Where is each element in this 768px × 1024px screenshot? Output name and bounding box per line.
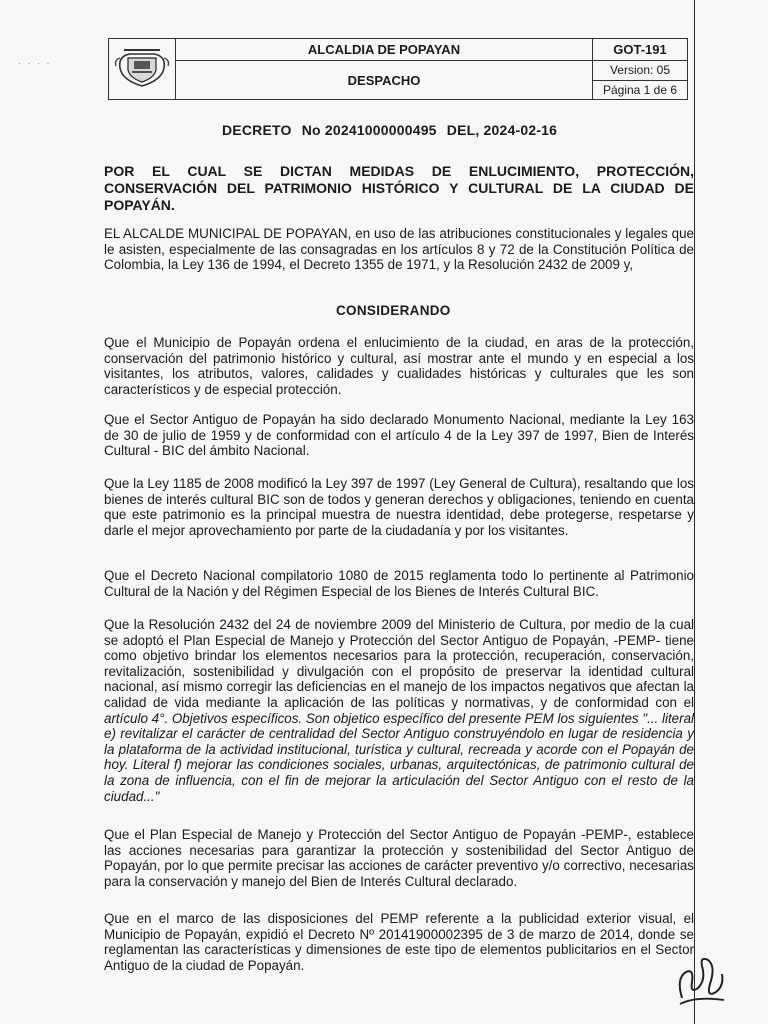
handwritten-initials-icon <box>672 938 732 1018</box>
scan-artifact: · · · · <box>18 58 52 68</box>
considerando-paragraph-7: Que en el marco de las disposiciones del PEMP referente a la publicidad exterior visual, el Municipio de Popayán, expidió el Decreto Nº 20141900002395 de 3 de marzo de 2014, donde se reglamentan las características y dimensiones de este tipo de elementos publicitarios en el Sector Antiguo de la ciudad de Popayán. <box>104 911 694 973</box>
decree-date: DEL, 2024-02-16 <box>446 122 558 138</box>
intro-paragraph: EL ALCALDE MUNICIPAL DE POPAYAN, en uso de las atribuciones constitucionales y legales que le asisten, especialmente de las consagradas en los artículos 8 y 72 de la Constitución Política de Colombia, la Ley 136 de 1994, el Decreto 1355 de 1971, y la Resolución 2432 de 2009 y, <box>104 226 694 273</box>
considerando-paragraph-2: Que el Sector Antiguo de Popayán ha sido declarado Monumento Nacional, mediante la Ley 163 de 30 de julio de 1959 y de conformidad con el artículo 4 de la Ley 397 de 1997, Bien de Interés Cultural - BIC del ámbito Nacional. <box>104 412 694 459</box>
decree-number: No 20241000000495 <box>301 122 437 138</box>
municipal-coat-of-arms-icon <box>114 46 170 90</box>
decree-label: DECRETO <box>222 122 292 138</box>
considerando-paragraph-1: Que el Municipio de Popayán ordena el enlucimiento de la ciudad, en aras de la protección, conservación del patrimonio histórico y cultural, así mostrar ante el mundo y en especial a los visitantes, los atributos, valores, calidades y cualidades históricas y culturales que les son característicos y de especial protección. <box>104 335 694 397</box>
considerando-paragraph-6: Que el Plan Especial de Manejo y Protección del Sector Antiguo de Popayán -PEMP-, establece las acciones necesarias para garantizar la protección y sostenibilidad del Sector Antiguo de Popayán, por lo que permite precisar las acciones de carácter preventivo y/o correctivo, necesarias para la conservación y manejo del Bien de Interés Cultural declarado. <box>104 827 694 889</box>
decree-title <box>222 122 563 138</box>
section-heading: CONSIDERANDO <box>336 303 451 318</box>
document-version: Version: 05 <box>593 61 688 81</box>
department-name: DESPACHO <box>176 61 593 100</box>
scan-fold-line <box>694 0 695 1024</box>
considerando-paragraph-3: Que la Ley 1185 de 2008 modificó la Ley 397 de 1997 (Ley General de Cultura), resaltando que los bienes de interés cultural BIC son de todos y generan derechos y obligaciones, teniendo en cuenta que este patrimonio es la principal muestra de nuestra identidad, debe protegerse, respetarse y darle el mejor aprovechamiento por parte de la ciudadanía y por los visitantes. <box>104 476 694 538</box>
document-code: GOT-191 <box>593 39 688 61</box>
organization-name: ALCALDIA DE POPAYAN <box>176 39 593 61</box>
paragraph-5-quote: artículo 4°. Objetivos específicos. Son objetico específico del presente PEM los siguientes "... literal e) revitalizar el carácter de centralidad del Sector Antiguo construyéndolo en lugar de residencia y la plataforma de la actividad institucional, turística y cultural, recreada y acorde con el Popayán de hoy. Literal f) mejorar las condiciones sociales, urbanas, arquitectónicas, de patrimonio cultural de la zona de influencia, con el fin de mejorar la articulación del Sector Antiguo con el resto de la ciudad..." <box>104 710 694 804</box>
logo-cell <box>109 39 176 100</box>
paragraph-5-text: Que la Resolución 2432 del 24 de noviembre 2009 del Ministerio de Cultura, por medio de la cual se adoptó el Plan Especial de Manejo y Protección del Sector Antiguo de Popayán, -PEMP- tiene como objetivo brindar los elementos necesarios para la protección, recuperación, conservación, revitalización, sostenibilidad y divulgación con el propósito de preservar la identidad cultural nacional, así mismo corregir las deficiencias en el manejo de los impactos negativos que afectan la calidad de vida mediante la aplicación de las políticas y normativas, y de conformidad con el <box>104 617 694 710</box>
decree-subject: POR EL CUAL SE DICTAN MEDIDAS DE ENLUCIMIENTO, PROTECCIÓN, CONSERVACIÓN DEL PATRIMONIO HISTÓRICO Y CULTURAL DE LA CIUDAD DE POPAYÁN. <box>104 163 694 213</box>
page-number: Página 1 de 6 <box>593 80 688 100</box>
document-header <box>108 38 688 100</box>
considerando-paragraph-4: Que el Decreto Nacional compilatorio 1080 de 2015 reglamenta todo lo pertinente al Patrimonio Cultural de la Nación y del Régimen Especial de los Bienes de Interés Cultural BIC. <box>104 568 694 599</box>
considerando-paragraph-5 <box>104 617 694 804</box>
